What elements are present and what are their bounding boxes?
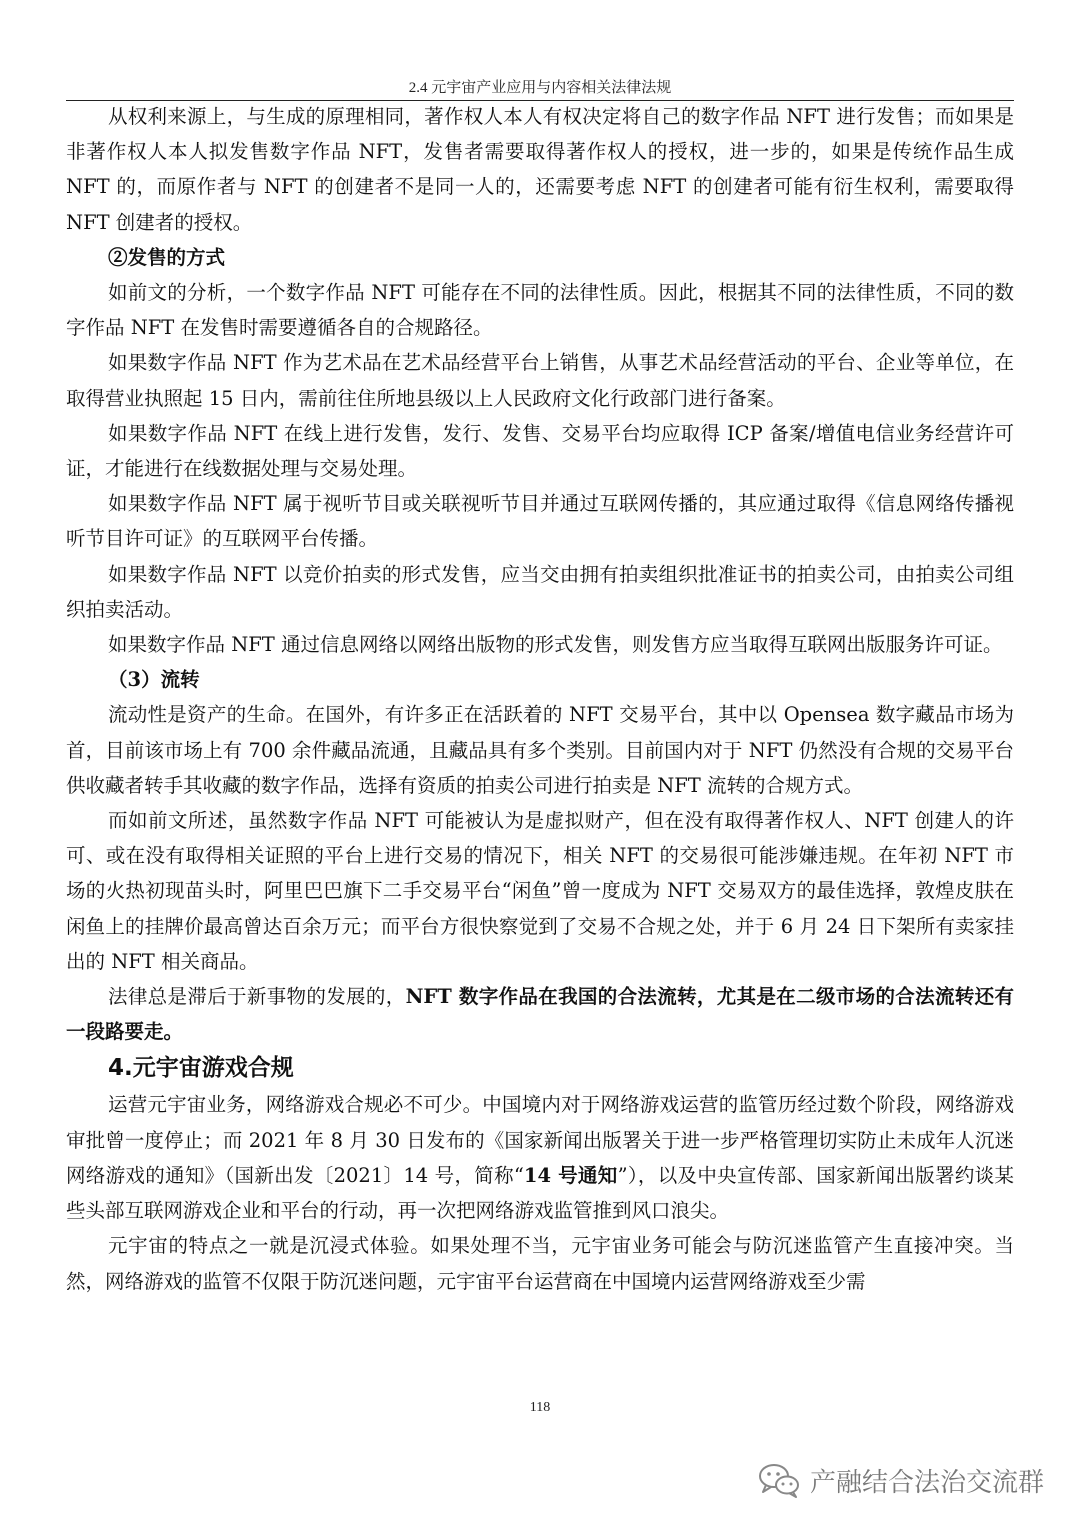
- document-body: [66, 99, 1014, 1299]
- section-heading-circulation: （3）流转: [108, 668, 200, 692]
- paragraph: 如果数字作品 NFT 作为艺术品在艺术品经营平台上销售，从事艺术品经营活动的平台、企业等单位，在取得营业执照起 15 日内，需前往住所地县级以上人民政府文化行政部门进行备案。: [66, 351, 1014, 410]
- text-run: ”），以及中央宣传部、国家新闻出版署约谈某些头部互联网游戏企业和平台的行动，再一次把网络游戏监管推到风口浪尖。: [66, 1163, 1014, 1223]
- bold-text-run: NFT 数字作品在我国的合法流转，尤其是在二级市场的合法流转还有一段路要走。: [66, 985, 1014, 1044]
- paragraph: 从权利来源上，与生成的原理相同，著作权人本人有权决定将自己的数字作品 NFT 进行发售；而如果是非著作权人本人拟发售数字作品 NFT，发售者需要取得著作权人的授权，进一步的，如果是传统作品生成 NFT 的，而原作者与 NFT 的创建者不是同一人的，还需要考虑 NFT 的创建者可能有衍生权利，需要取得 NFT 创建者的授权。: [66, 105, 1014, 234]
- paragraph: 流动性是资产的生命。在国外，有许多正在活跃着的 NFT 交易平台，其中以 Opensea 数字藏品市场为首，目前该市场上有 700 余件藏品流通，且藏品具有多个类别。目前国内对于 NFT 仍然没有合规的交易平台供收藏者转手其收藏的数字作品，选择有资质的拍卖公司进行拍卖是 NFT 流转的合规方式。: [66, 703, 1014, 797]
- paragraph: [66, 979, 1014, 1049]
- paragraph: 如果数字作品 NFT 以竞价拍卖的形式发售，应当交由拥有拍卖组织批准证书的拍卖公司，由拍卖公司组织拍卖活动。: [66, 562, 1014, 621]
- paragraph: 如前文的分析，一个数字作品 NFT 可能存在不同的法律性质。因此，根据其不同的法律性质，不同的数字作品 NFT 在发售时需要遵循各自的合规路径。: [66, 281, 1014, 340]
- section-heading-game-compliance: 4.元宇宙游戏合规: [108, 1055, 294, 1082]
- section-heading-sale-method: ②发售的方式: [108, 245, 226, 269]
- bold-text-run: 14 号通知: [523, 1163, 618, 1187]
- paragraph: 如果数字作品 NFT 通过信息网络以网络出版物的形式发售，则发售方应当取得互联网出版服务许可证。: [108, 633, 1003, 657]
- watermark-text: 产融结合法治交流群: [809, 1467, 1044, 1498]
- running-header: 2.4 元宇宙产业应用与内容相关法律法规: [408, 80, 672, 96]
- paragraph: [66, 1087, 1014, 1228]
- paragraph: 如果数字作品 NFT 属于视听节目或关联视听节目并通过互联网传播的，其应通过取得《信息网络传播视听节目许可证》的互联网平台传播。: [66, 492, 1014, 551]
- page-number: 118: [529, 1400, 551, 1415]
- paragraph: 如果数字作品 NFT 在线上进行发售，发行、发售、交易平台均应取得 ICP 备案/增值电信业务经营许可证，才能进行在线数据处理与交易处理。: [66, 421, 1014, 481]
- paragraph: 而如前文所述，虽然数字作品 NFT 可能被认为是虚拟财产，但在没有取得著作权人、NFT 创建人的许可、或在没有取得相关证照的平台上进行交易的情况下，相关 NFT 的交易很可能涉嫌违规。在年初 NFT 市场的火热初现苗头时，阿里巴巴旗下二手交易平台“闲鱼”曾一度成为 NFT 交易双方的最佳选择，敦煌皮肤在闲鱼上的挂牌价最高曾达百余万元；而平台方很快察觉到了交易不合规之处，并于 6 月 24 日下架所有卖家挂出的 NFT 相关商品。: [66, 809, 1014, 973]
- watermark: [758, 1458, 1044, 1502]
- wechat-icon: [758, 1462, 800, 1498]
- text-run: 法律总是滞后于新事物的发展的，: [108, 985, 406, 1009]
- paragraph: 元宇宙的特点之一就是沉浸式体验。如果处理不当，元宇宙业务可能会与防沉迷监管产生直接冲突。当然，网络游戏的监管不仅限于防沉迷问题，元宇宙平台运营商在中国境内运营网络游戏至少需: [66, 1234, 1014, 1293]
- text-run: 运营元宇宙业务，网络游戏合规必不可少。中国境内对于网络游戏运营的监管历经过数个阶段，网络游戏审批曾一度停止；而 2021 年 8 月 30 日发布的《国家新闻出版署关于进一步严格管理切实防止未成年人沉迷网络游戏的通知》（国新出发〔2021〕14 号，简称“: [66, 1093, 1014, 1187]
